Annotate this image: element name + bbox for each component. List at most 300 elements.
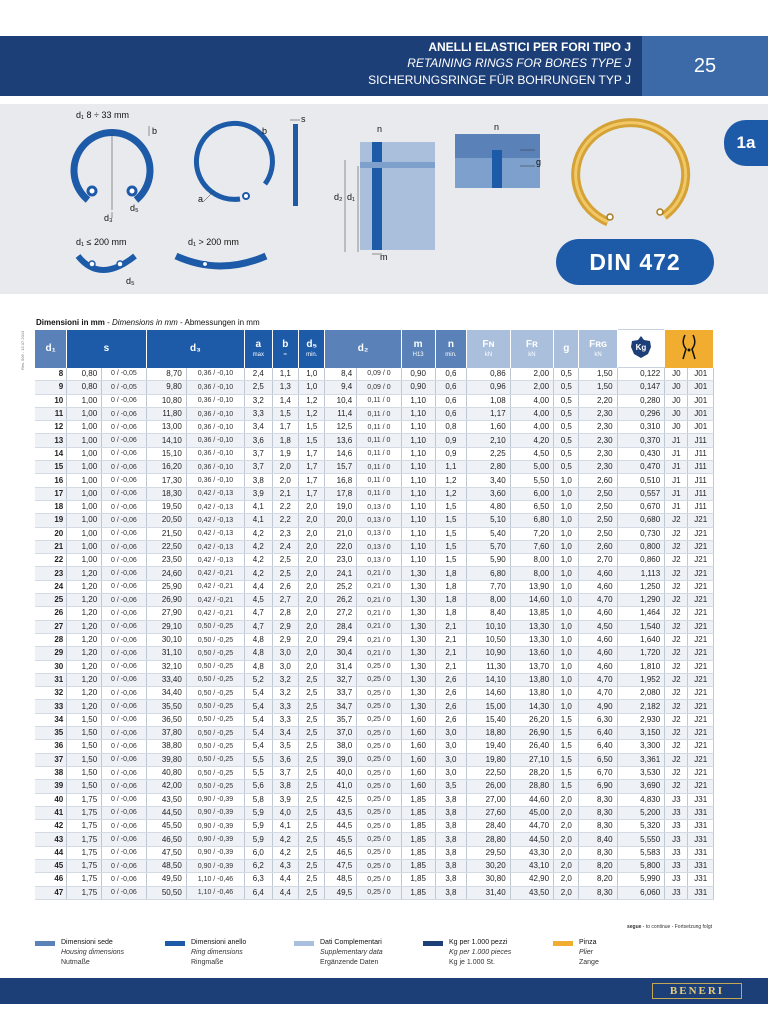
table-cell: 1,7 <box>299 447 325 460</box>
table-cell: 5,70 <box>467 540 510 553</box>
table-cell: 1,10 <box>401 461 435 474</box>
table-cell: 0,13 / 0 <box>357 527 401 540</box>
table-cell: 0 / -0,06 <box>102 793 146 806</box>
table-cell: 36 <box>35 740 67 753</box>
table-cell: 45 <box>35 859 67 872</box>
table-cell: 3,0 <box>435 753 467 766</box>
table-cell: 0,13 / 0 <box>357 500 401 513</box>
table-cell: 34,40 <box>146 687 186 700</box>
table-cell: 4,4 <box>272 886 298 899</box>
table-cell: 2,5 <box>299 846 325 859</box>
table-cell: 1,0 <box>554 474 579 487</box>
table-cell: 8,20 <box>579 873 617 886</box>
header-plier <box>665 330 714 368</box>
legend-swatch-plier <box>553 941 573 946</box>
table-cell: 8,30 <box>579 793 617 806</box>
table-cell: 18,80 <box>467 727 510 740</box>
table-row <box>35 753 714 766</box>
table-cell: 0,25 / 0 <box>357 740 401 753</box>
table-row <box>35 727 714 740</box>
table-row <box>35 474 714 487</box>
label-large-range: d₁ > 200 mm <box>188 237 239 247</box>
table-cell: 0,25 / 0 <box>357 806 401 819</box>
table-cell: 0,90 / -0,39 <box>186 806 244 819</box>
table-cell: 8,30 <box>579 806 617 819</box>
table-cell: 0,36 / -0,10 <box>186 381 244 394</box>
table-cell: 0 / -0,06 <box>102 660 146 673</box>
header-n: n min. <box>435 330 467 368</box>
dimensions-table <box>35 329 714 900</box>
table-cell: 3,9 <box>272 793 298 806</box>
table-cell: 1,5 <box>554 753 579 766</box>
table-cell: 0,13 / 0 <box>357 540 401 553</box>
table-cell: 17 <box>35 487 67 500</box>
table-cell: 1,10 <box>401 407 435 420</box>
table-cell: 13,30 <box>510 620 553 633</box>
table-cell: 4,830 <box>617 793 665 806</box>
table-cell: 0,25 / 0 <box>357 673 401 686</box>
table-cell: 10 <box>35 394 67 407</box>
table-cell: 2,4 <box>245 368 273 381</box>
table-cell: 10,50 <box>467 633 510 646</box>
table-cell: J31 <box>688 820 714 833</box>
table-cell: 13,80 <box>510 673 553 686</box>
label-d3-1: d₃ <box>104 213 113 223</box>
table-cell: 42,90 <box>510 873 553 886</box>
table-cell: 4,60 <box>579 567 617 580</box>
table-cell: 6,90 <box>579 780 617 793</box>
table-cell: 1,0 <box>554 514 579 527</box>
table-cell: 0,25 / 0 <box>357 846 401 859</box>
table-cell: 32,10 <box>146 660 186 673</box>
table-cell: 4,1 <box>245 514 273 527</box>
table-row <box>35 447 714 460</box>
table-cell: 4,20 <box>510 434 553 447</box>
title-english: RETAINING RINGS FOR BORES TYPE J <box>407 56 631 70</box>
table-cell: J21 <box>688 527 714 540</box>
table-cell: 3,4 <box>245 421 273 434</box>
table-cell: J0 <box>665 407 688 420</box>
table-cell: 2,0 <box>554 820 579 833</box>
table-cell: 1,50 <box>67 740 102 753</box>
table-cell: 13,80 <box>510 687 553 700</box>
table-cell: 0,21 / 0 <box>357 647 401 660</box>
table-cell: 0,42 / -0,13 <box>186 500 244 513</box>
table-cell: 1,00 <box>67 421 102 434</box>
table-cell: 28,80 <box>510 780 553 793</box>
table-cell: 2,5 <box>299 780 325 793</box>
table-cell: 0,5 <box>554 394 579 407</box>
table-row <box>35 500 714 513</box>
table-cell: 46,5 <box>325 846 357 859</box>
table-cell: 0,42 / -0,13 <box>186 514 244 527</box>
table-cell: 8,00 <box>467 594 510 607</box>
table-cell: 1,7 <box>299 474 325 487</box>
table-cell: 0,25 / 0 <box>357 859 401 872</box>
table-cell: J21 <box>688 687 714 700</box>
table-cell: 2,30 <box>579 421 617 434</box>
table-cell: 0,5 <box>554 407 579 420</box>
table-cell: 0,86 <box>467 368 510 381</box>
table-cell: 1,10 / -0,46 <box>186 873 244 886</box>
table-cell: 0 / -0,06 <box>102 633 146 646</box>
table-cell: 4,2 <box>245 540 273 553</box>
table-cell: 1,952 <box>617 673 665 686</box>
table-cell: 0,36 / -0,10 <box>186 474 244 487</box>
table-cell: 0 / -0,06 <box>102 580 146 593</box>
table-cell: 1,810 <box>617 660 665 673</box>
table-cell: 44,50 <box>510 833 553 846</box>
table-cell: 1,2 <box>299 407 325 420</box>
table-cell: 1,00 <box>67 554 102 567</box>
table-cell: 5,2 <box>245 673 273 686</box>
table-cell: 25 <box>35 594 67 607</box>
table-cell: 22,50 <box>467 766 510 779</box>
table-cell: 0 / -0,06 <box>102 713 146 726</box>
din-standard-badge: DIN 472 <box>556 239 714 285</box>
table-cell: 32,7 <box>325 673 357 686</box>
table-cell: 0,42 / -0,13 <box>186 527 244 540</box>
table-cell: 1,10 <box>401 487 435 500</box>
table-cell: 0,6 <box>435 407 467 420</box>
table-cell: 48,5 <box>325 873 357 886</box>
table-cell: 38,80 <box>146 740 186 753</box>
table-cell: 0,25 / 0 <box>357 780 401 793</box>
table-cell: 4,60 <box>579 660 617 673</box>
table-cell: J3 <box>665 873 688 886</box>
table-cell: J21 <box>688 594 714 607</box>
table-cell: 1,00 <box>67 474 102 487</box>
table-row <box>35 660 714 673</box>
table-cell: 1,30 <box>401 700 435 713</box>
table-cell: 0,5 <box>554 368 579 381</box>
table-row <box>35 846 714 859</box>
table-cell: 7,60 <box>510 540 553 553</box>
table-cell: 19 <box>35 514 67 527</box>
table-cell: 29 <box>35 647 67 660</box>
table-cell: J21 <box>688 753 714 766</box>
table-cell: 42,00 <box>146 780 186 793</box>
table-caption: Dimensioni in mm - Dimensions in mm - Abmessungen in mm <box>36 318 260 327</box>
table-cell: 1,5 <box>554 780 579 793</box>
table-cell: 0,50 / -0,25 <box>186 753 244 766</box>
table-cell: 10,4 <box>325 394 357 407</box>
table-cell: 0,11 / 0 <box>357 434 401 447</box>
table-row <box>35 806 714 819</box>
table-cell: 1,0 <box>554 607 579 620</box>
table-cell: 3,8 <box>435 806 467 819</box>
table-cell: 48,50 <box>146 859 186 872</box>
table-row <box>35 647 714 660</box>
label-small-range: d₁ ≤ 200 mm <box>76 237 127 247</box>
table-cell: 2,9 <box>272 620 298 633</box>
table-cell: 14,6 <box>325 447 357 460</box>
table-cell: 0,21 / 0 <box>357 580 401 593</box>
table-cell: 0,50 / -0,25 <box>186 713 244 726</box>
table-cell: J0 <box>665 394 688 407</box>
page-footer <box>0 978 768 1004</box>
table-cell: 27,60 <box>467 806 510 819</box>
table-cell: 0 / -0,06 <box>102 873 146 886</box>
table-cell: 31,10 <box>146 647 186 660</box>
table-cell: 2,8 <box>272 607 298 620</box>
table-cell: 4,1 <box>272 820 298 833</box>
table-cell: 3,8 <box>245 474 273 487</box>
table-cell: 1,2 <box>435 474 467 487</box>
table-cell: 5,990 <box>617 873 665 886</box>
table-cell: 6,50 <box>510 500 553 513</box>
table-cell: 4,90 <box>579 700 617 713</box>
table-cell: 39 <box>35 780 67 793</box>
table-cell: 1,2 <box>435 487 467 500</box>
table-cell: 31,40 <box>467 886 510 899</box>
table-row <box>35 580 714 593</box>
page-number: 25 <box>642 36 768 96</box>
plier-icon <box>677 333 701 361</box>
table-cell: 1,30 <box>401 594 435 607</box>
table-cell: 1,1 <box>435 461 467 474</box>
table-cell: 2,6 <box>272 580 298 593</box>
label-g: g <box>536 157 542 167</box>
table-cell: 2,50 <box>579 514 617 527</box>
table-cell: 2,60 <box>579 540 617 553</box>
table-cell: 1,0 <box>554 540 579 553</box>
table-cell: 1,50 <box>579 381 617 394</box>
header-g: g <box>554 330 579 368</box>
table-cell: 13,60 <box>510 647 553 660</box>
table-cell: 2,0 <box>554 846 579 859</box>
table-cell: J0 <box>665 421 688 434</box>
table-cell: 1,00 <box>67 527 102 540</box>
table-cell: 1,5 <box>554 727 579 740</box>
table-cell: 2,50 <box>579 500 617 513</box>
table-cell: 4,50 <box>579 620 617 633</box>
table-cell: 0,680 <box>617 514 665 527</box>
table-cell: 2,1 <box>435 660 467 673</box>
table-cell: 0,11 / 0 <box>357 421 401 434</box>
table-cell: 1,20 <box>67 700 102 713</box>
table-cell: 5,9 <box>245 833 273 846</box>
table-cell: 17,30 <box>146 474 186 487</box>
table-cell: 26,00 <box>467 780 510 793</box>
table-cell: 0,42 / -0,21 <box>186 567 244 580</box>
table-cell: 6,50 <box>579 753 617 766</box>
table-cell: 2,5 <box>299 700 325 713</box>
table-cell: 6,80 <box>467 567 510 580</box>
table-cell: 4,80 <box>467 500 510 513</box>
table-cell: J21 <box>688 554 714 567</box>
table-cell: 4,00 <box>510 421 553 434</box>
table-cell: 0,90 <box>401 381 435 394</box>
table-cell: 0 / -0,06 <box>102 647 146 660</box>
table-row <box>35 514 714 527</box>
table-cell: 3,6 <box>272 753 298 766</box>
table-cell: J21 <box>688 633 714 646</box>
table-cell: 38 <box>35 766 67 779</box>
table-cell: 1,85 <box>401 833 435 846</box>
table-cell: 2,6 <box>435 700 467 713</box>
table-cell: 1,8 <box>435 567 467 580</box>
table-cell: 43,10 <box>510 859 553 872</box>
table-cell: 3,7 <box>245 461 273 474</box>
table-cell: 15,7 <box>325 461 357 474</box>
table-cell: 21 <box>35 540 67 553</box>
table-cell: 1,0 <box>554 527 579 540</box>
table-cell: 4,1 <box>245 500 273 513</box>
table-cell: 13,90 <box>510 580 553 593</box>
table-cell: 20,50 <box>146 514 186 527</box>
label-b-2: b <box>262 126 268 136</box>
table-cell: 37,80 <box>146 727 186 740</box>
table-cell: J2 <box>665 514 688 527</box>
table-cell: J31 <box>688 806 714 819</box>
table-cell: 5,550 <box>617 833 665 846</box>
label-s: s <box>301 114 306 124</box>
table-cell: J01 <box>688 394 714 407</box>
table-row <box>35 766 714 779</box>
label-d5-2: d₅ <box>126 276 135 286</box>
table-cell: 5,50 <box>510 474 553 487</box>
label-n-2: n <box>494 122 500 132</box>
table-cell: 28,20 <box>510 766 553 779</box>
table-cell: J31 <box>688 793 714 806</box>
table-cell: 5,10 <box>467 514 510 527</box>
table-cell: 13,85 <box>510 607 553 620</box>
table-cell: 6,00 <box>510 487 553 500</box>
table-cell: 1,30 <box>401 687 435 700</box>
table-cell: 2,5 <box>299 873 325 886</box>
table-cell: 0,25 / 0 <box>357 766 401 779</box>
table-cell: 2,0 <box>272 474 298 487</box>
table-cell: 16 <box>35 474 67 487</box>
table-cell: 1,30 <box>401 607 435 620</box>
table-cell: 0 / -0,06 <box>102 540 146 553</box>
table-cell: 15,40 <box>467 713 510 726</box>
table-cell: 0,42 / -0,21 <box>186 607 244 620</box>
table-cell: J3 <box>665 793 688 806</box>
legend-item-plier: Pinza Plier Zange <box>553 938 673 968</box>
table-cell: 2,5 <box>299 820 325 833</box>
table-cell: 8 <box>35 368 67 381</box>
table-cell: 30 <box>35 660 67 673</box>
table-row <box>35 673 714 686</box>
table-cell: 0,510 <box>617 474 665 487</box>
table-cell: 1,5 <box>435 540 467 553</box>
table-cell: 3,2 <box>272 673 298 686</box>
table-cell: 1,60 <box>401 780 435 793</box>
table-cell: 0,36 / -0,10 <box>186 461 244 474</box>
table-row <box>35 607 714 620</box>
table-cell: 1,10 / -0,46 <box>186 886 244 899</box>
table-cell: J2 <box>665 740 688 753</box>
table-cell: J2 <box>665 687 688 700</box>
table-cell: 4,70 <box>579 594 617 607</box>
table-cell: 43,50 <box>146 793 186 806</box>
table-cell: 2,0 <box>299 660 325 673</box>
table-cell: 0,11 / 0 <box>357 461 401 474</box>
table-cell: 18,30 <box>146 487 186 500</box>
table-cell: 2,5 <box>272 554 298 567</box>
table-cell: 1,30 <box>401 580 435 593</box>
table-cell: 5,6 <box>245 780 273 793</box>
table-cell: 47,50 <box>146 846 186 859</box>
table-cell: 5,00 <box>510 461 553 474</box>
caption-en: Dimensions in mm <box>112 318 178 327</box>
table-cell: 0 / -0,06 <box>102 687 146 700</box>
table-cell: 5,9 <box>245 806 273 819</box>
table-cell: 3,7 <box>272 766 298 779</box>
table-cell: 1,20 <box>67 673 102 686</box>
table-cell: 0,80 <box>67 381 102 394</box>
table-cell: 26,2 <box>325 594 357 607</box>
table-row <box>35 633 714 646</box>
header-b: b ≈ <box>272 330 298 368</box>
table-cell: 44,50 <box>146 806 186 819</box>
table-cell: 23 <box>35 567 67 580</box>
table-cell: 0 / -0,06 <box>102 806 146 819</box>
table-cell: 1,00 <box>67 394 102 407</box>
table-row <box>35 487 714 500</box>
table-cell: 2,7 <box>272 594 298 607</box>
header-d5: d₅ min. <box>299 330 325 368</box>
table-cell: 44,5 <box>325 820 357 833</box>
header-frg: Fʀɢ kN <box>579 330 617 368</box>
table-cell: 0 / -0,06 <box>102 394 146 407</box>
table-cell: 2,00 <box>510 381 553 394</box>
table-row <box>35 820 714 833</box>
table-cell: 0,6 <box>435 368 467 381</box>
section-tab[interactable]: 1a <box>724 120 768 166</box>
table-cell: 2,1 <box>272 487 298 500</box>
table-cell: 2,4 <box>272 540 298 553</box>
table-cell: 35,7 <box>325 713 357 726</box>
table-cell: 44,70 <box>510 820 553 833</box>
table-cell: 1,250 <box>617 580 665 593</box>
table-cell: 39,0 <box>325 753 357 766</box>
table-cell: 1,720 <box>617 647 665 660</box>
title-german: SICHERUNGSRINGE FÜR BOHRUNGEN TYP J <box>368 73 631 87</box>
table-cell: 1,50 <box>579 368 617 381</box>
table-cell: 38,0 <box>325 740 357 753</box>
table-cell: 50,50 <box>146 886 186 899</box>
table-cell: 0 / -0,06 <box>102 780 146 793</box>
table-cell: 12,5 <box>325 421 357 434</box>
table-cell: 0 / -0,06 <box>102 846 146 859</box>
table-cell: J3 <box>665 806 688 819</box>
table-cell: 5,800 <box>617 859 665 872</box>
table-cell: 0,730 <box>617 527 665 540</box>
table-cell: 0,370 <box>617 434 665 447</box>
table-cell: 0,21 / 0 <box>357 620 401 633</box>
table-cell: 15 <box>35 461 67 474</box>
table-cell: 2,10 <box>467 434 510 447</box>
table-cell: 28 <box>35 633 67 646</box>
table-cell: 1,85 <box>401 846 435 859</box>
table-cell: 0 / -0,06 <box>102 620 146 633</box>
table-cell: 2,50 <box>579 527 617 540</box>
table-cell: 23,0 <box>325 554 357 567</box>
header-a: a max <box>245 330 273 368</box>
table-cell: 1,8 <box>435 607 467 620</box>
table-cell: 7,20 <box>510 527 553 540</box>
table-cell: J11 <box>688 461 714 474</box>
table-cell: J21 <box>688 567 714 580</box>
table-cell: 0,50 / -0,25 <box>186 740 244 753</box>
table-cell: 5,5 <box>245 753 273 766</box>
table-cell: 0,25 / 0 <box>357 727 401 740</box>
table-cell: 1,00 <box>67 461 102 474</box>
table-cell: 22,0 <box>325 540 357 553</box>
